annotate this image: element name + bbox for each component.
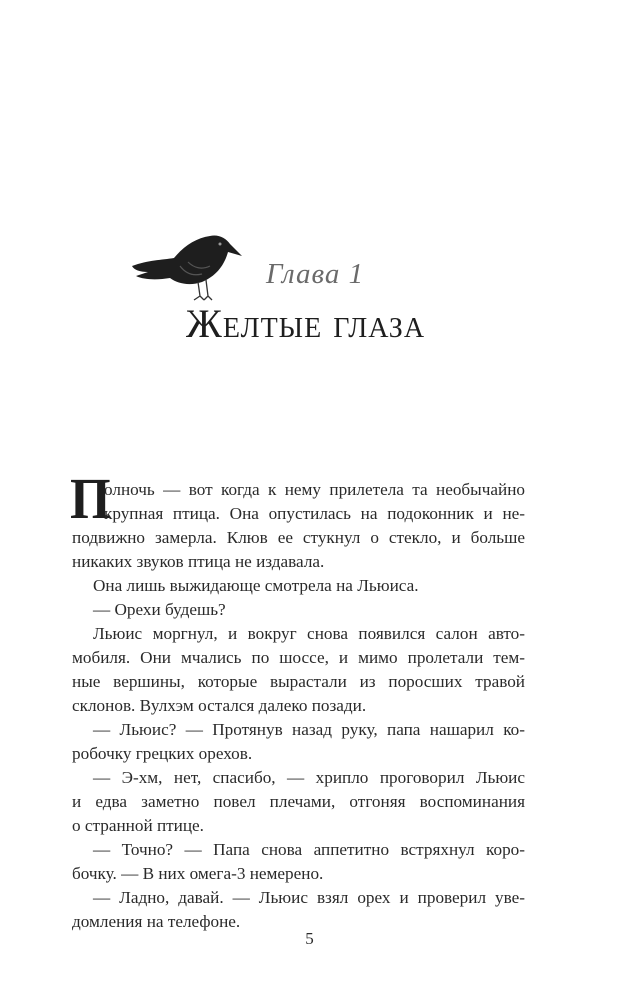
text-line: — Точно? — Папа снова аппетитно встряхнул коро- — [93, 840, 525, 859]
text-line: — Ладно, давай. — Льюис взял орех и проверил уве- — [93, 888, 525, 907]
chapter-number: Глава 1 — [266, 258, 365, 290]
text-line: ные вершины, которые вырастали из поросших травой — [72, 672, 525, 691]
text-line: олночь — вот когда к нему прилетела та необычайно — [104, 480, 525, 499]
text-line: мобиля. Они мчались по шоссе, и мимо пролетали тем- — [72, 648, 525, 667]
text-line: о странной птице. — [72, 816, 204, 835]
text-line: Льюис моргнул, и вокруг снова появился салон авто- — [93, 624, 525, 643]
text-line: никаких звуков птица не издавала. — [72, 552, 325, 571]
text-line: робочку грецких орехов. — [72, 744, 253, 763]
text-line: — Э-хм, нет, спасибо, — хрипло проговорил Льюис — [93, 768, 525, 787]
crow-illustration — [128, 222, 244, 304]
text-line: и едва заметно повел плечами, отгоняя воспоминания — [72, 792, 525, 811]
text-line: бочку. — В них омега-3 немерено. — [72, 864, 324, 883]
drop-cap: П — [70, 466, 111, 531]
text-line: — Льюис? — Протянув назад руку, папа нашарил ко- — [93, 720, 525, 739]
page-number: 5 — [305, 929, 314, 948]
text-line: Она лишь выжидающе смотрела на Льюиса. — [93, 576, 419, 595]
text-line: склонов. Вулхэм остался далеко позади. — [72, 696, 367, 715]
text-line: подвижно замерла. Клюв ее стукнул о стекло, и больше — [72, 528, 525, 547]
text-line: крупная птица. Она опустилась на подоконник и не- — [104, 504, 525, 523]
text-line: домления на телефоне. — [72, 912, 241, 931]
chapter-title: Желтые глаза — [186, 301, 426, 346]
text-line: — Орехи будешь? — [93, 600, 226, 619]
